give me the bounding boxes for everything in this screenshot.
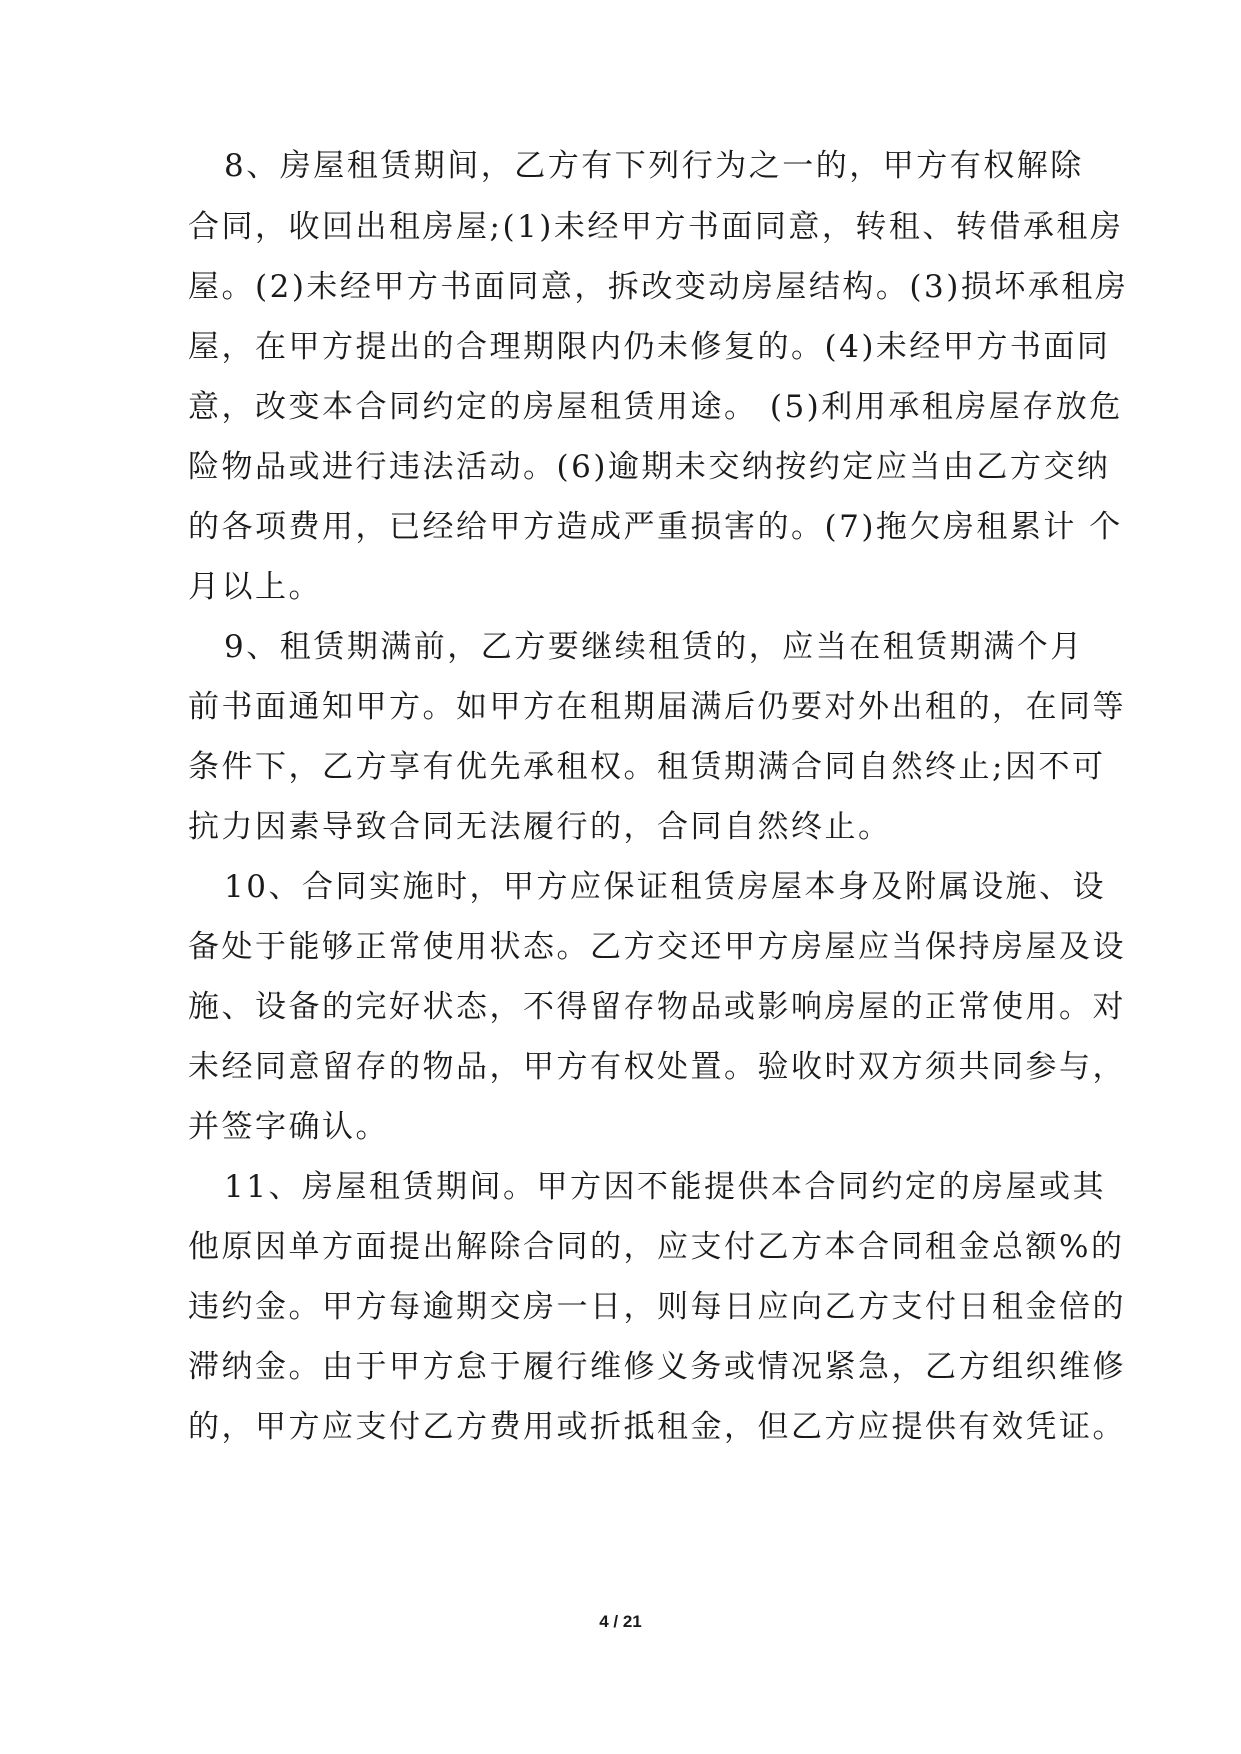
clause-11-line-3: 违约金。甲方每逾期交房一日，则每日应向乙方支付日租金倍的 — [188, 1289, 1126, 1325]
clause-8-line-3: 屋。(2)未经甲方书面同意，拆改变动房屋结构。(3)损坏承租房 — [188, 269, 1129, 305]
clause-10-line-5: 并签字确认。 — [188, 1109, 389, 1145]
clause-11-line-2: 他原因单方面提出解除合同的，应支付乙方本合同租金总额%的 — [188, 1229, 1125, 1265]
clause-10-line-2: 备处于能够正常使用状态。乙方交还甲方房屋应当保持房屋及设 — [188, 929, 1126, 965]
clause-10-line-4: 未经同意留存的物品，甲方有权处置。验收时双方须共同参与， — [188, 1049, 1126, 1085]
clause-8-line-1: 8、房屋租赁期间，乙方有下列行为之一的，甲方有权解除 — [224, 148, 1084, 184]
clause-9-line-1: 9、租赁期满前，乙方要继续租赁的，应当在租赁期满个月 — [224, 629, 1084, 665]
clause-10-line-1: 10、合同实施时，甲方应保证租赁房屋本身及附属设施、设 — [224, 869, 1106, 905]
clause-11-line-1: 11、房屋租赁期间。甲方因不能提供本合同约定的房屋或其 — [224, 1169, 1106, 1205]
clause-9-line-4: 抗力因素导致合同无法履行的，合同自然终止。 — [188, 809, 892, 845]
clause-10-line-3: 施、设备的完好状态，不得留存物品或影响房屋的正常使用。对 — [188, 989, 1126, 1025]
clause-9-line-3: 条件下，乙方享有优先承租权。租赁期满合同自然终止;因不可 — [188, 749, 1106, 785]
clause-8-line-5: 意，改变本合同约定的房屋租赁用途。 (5)利用承租房屋存放危 — [188, 389, 1123, 425]
clause-8-line-2: 合同，收回出租房屋;(1)未经甲方书面同意，转租、转借承租房 — [188, 209, 1124, 245]
clause-8-line-4: 屋，在甲方提出的合理期限内仍未修复的。(4)未经甲方书面同 — [188, 329, 1111, 365]
clause-8-line-8: 月以上。 — [188, 569, 322, 605]
clause-8-line-7: 的各项费用，已经给甲方造成严重损害的。(7)拖欠房租累计 个 — [188, 509, 1123, 545]
page-number: 4 / 21 — [599, 1612, 642, 1631]
clause-8-line-6: 险物品或进行违法活动。(6)逾期未交纳按约定应当由乙方交纳 — [188, 449, 1111, 485]
clause-11-line-5: 的，甲方应支付乙方费用或折抵租金，但乙方应提供有效凭证。 — [188, 1409, 1126, 1445]
clause-11-line-4: 滞纳金。由于甲方怠于履行维修义务或情况紧急，乙方组织维修 — [188, 1349, 1126, 1385]
clause-9-line-2: 前书面通知甲方。如甲方在租期届满后仍要对外出租的，在同等 — [188, 689, 1126, 725]
